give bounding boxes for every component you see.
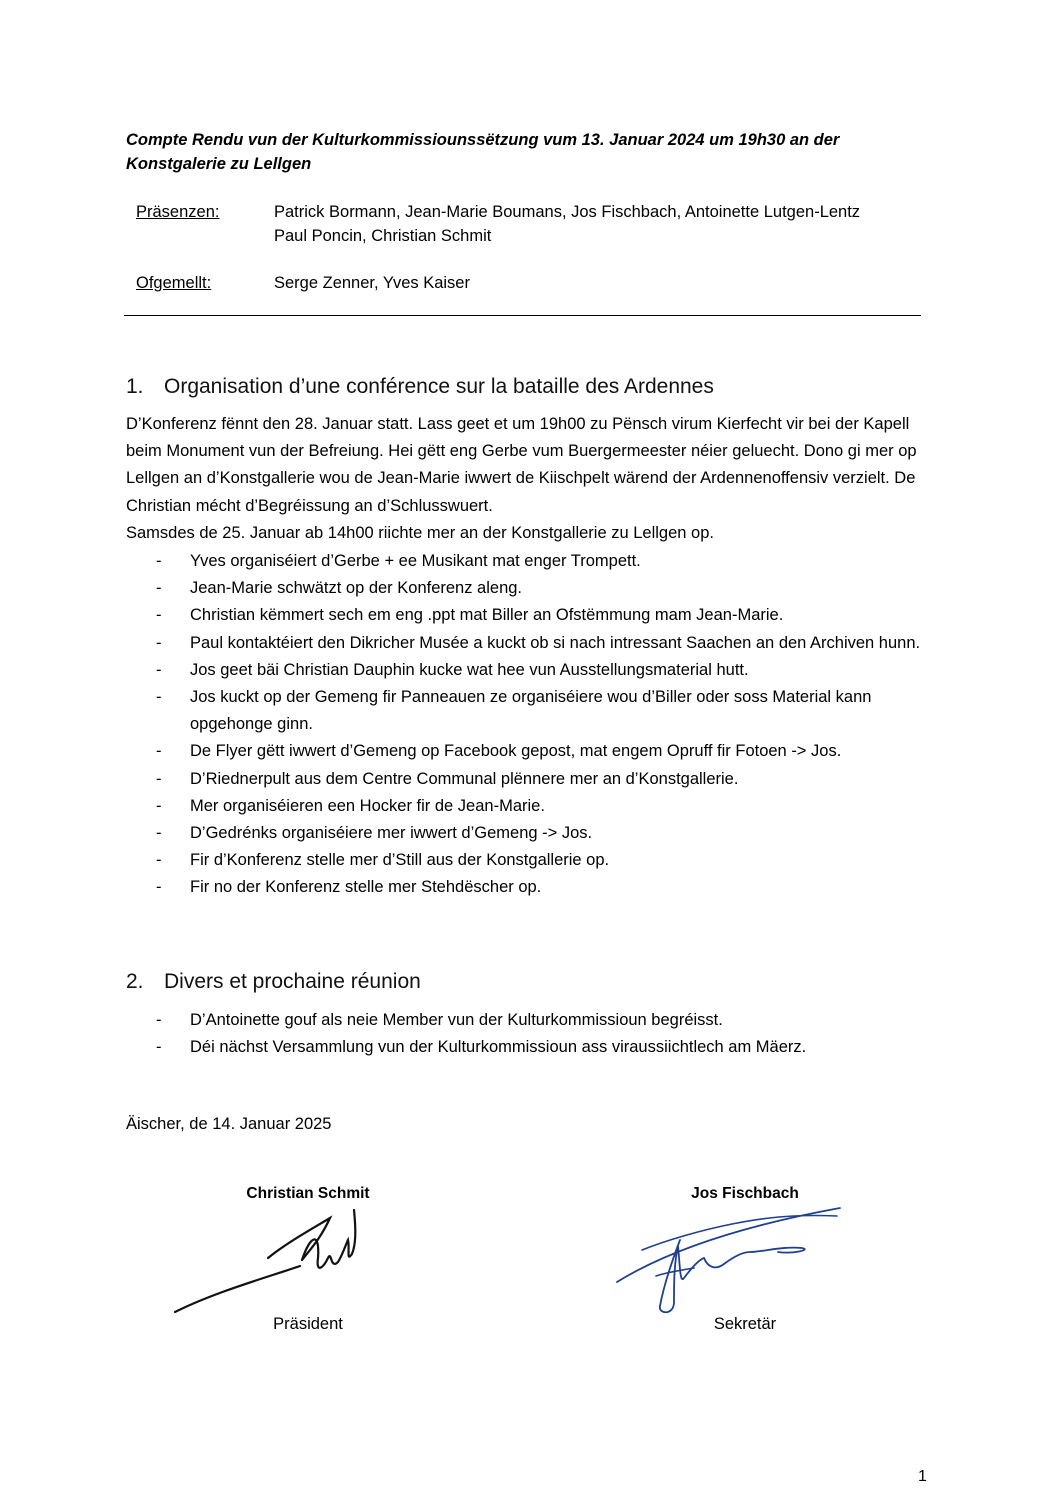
list-item: - Déi nächst Versammlung vun der Kulturkommissioun ass viraussiichtlech am Mäerz. [156,1038,807,1057]
page-number: 1 [918,1468,927,1485]
list-item: - Jean-Marie schwätzt op der Konferenz aleng. [156,579,523,598]
list-item: - Mer organiséieren een Hocker fir de Jean-Marie. [156,796,545,815]
section-1-list [156,548,931,902]
present-line-1: Patrick Bormann, Jean-Marie Boumans, Jos Fischbach, Antoinette Lutgen-Lentz [274,203,861,221]
section-2-heading [126,968,421,996]
list-item: - De Flyer gëtt iwwert d’Gemeng op Facebook gepost, mat engem Opruff fir Fotoen -> Jos. [156,742,842,761]
section-2-number: 2. [126,970,144,993]
section-1-body [126,411,926,547]
document-title: Compte Rendu vun der Kulturkommissiounssëtzung vum 13. Januar 2024 um 19h30 an der Konstgalerie zu Lellgen [126,131,840,173]
excused-list: Serge Zenner, Yves Kaiser [274,274,470,292]
list-item: - Jos kuckt op der Gemeng fir Panneauen ze organiséiere wou d’Biller oder soss Material kann opgehonge ginn. [156,688,872,734]
section-1-number: 1. [126,375,144,398]
place-date: Äischer, de 14. Januar 2025 [126,1115,332,1133]
header-divider [124,315,921,316]
section-2-title: Divers et prochaine réunion [164,970,421,993]
attendance-present [136,200,936,250]
list-item: - Fir no der Konferenz stelle mer Stehdëscher op. [156,878,542,897]
list-item: - D’Riednerpult aus dem Centre Communal plënnere mer an d’Konstgallerie. [156,769,739,788]
attendance-excused [136,271,936,297]
signatory-right-role: Sekretär [713,1315,777,1333]
present-list [274,200,934,248]
signatory-left-role: Präsident [273,1315,343,1333]
section-2-list [156,1007,931,1061]
present-label: Präsenzen: [136,203,220,221]
present-line-2: Paul Poncin, Christian Schmit [274,227,492,245]
list-item: - Jos geet bäi Christian Dauphin kucke wat hee vun Ausstellungsmaterial hutt. [156,660,749,679]
section-1-paragraph-2: Samsdes de 25. Januar ab 14h00 riichte mer an der Konstgallerie zu Lellgen op. [126,523,714,542]
section-1-heading [126,373,714,401]
signature-right-image [612,1206,852,1316]
signature-left-image [170,1200,390,1318]
excused-label: Ofgemellt: [136,274,212,292]
list-item: - D’Antoinette gouf als neie Member vun der Kulturkommissioun begréisst. [156,1011,723,1029]
signatory-left-name: Christian Schmit [246,1185,370,1202]
section-1-title: Organisation d’une conférence sur la bataille des Ardennes [164,375,714,398]
section-1-paragraph-1: D’Konferenz fënnt den 28. Januar statt. Lass geet et um 19h00 zu Pënsch virum Kierfecht vir bei der Kapell beim Monument vun der Befreiung. Hei gëtt eng Gerbe vum Buergermeester néier geluecht. Dono gi mer op Lellgen an d’Konstgallerie wou de Jean-Marie iwwert de Kiischpelt wärend der Ardennenoffensiv verzielt. De Christian mécht d’Begréissung an d’Schlusswuert. [126,415,917,515]
list-item: - Yves organiséiert d’Gerbe + ee Musikant mat enger Trompett. [156,552,641,570]
signatory-right-name: Jos Fischbach [691,1185,799,1202]
list-item: - Christian këmmert sech em eng .ppt mat Biller an Ofstëmmung mam Jean-Marie. [156,606,784,625]
list-item: - D’Gedrénks organiséiere mer iwwert d’Gemeng -> Jos. [156,824,593,843]
list-item: - Paul kontaktéiert den Dikricher Musée a kuckt ob si nach intressant Saachen an den Archiven hunn. [156,633,921,652]
list-item: - Fir d’Konferenz stelle mer d’Still aus der Konstgallerie op. [156,851,610,870]
